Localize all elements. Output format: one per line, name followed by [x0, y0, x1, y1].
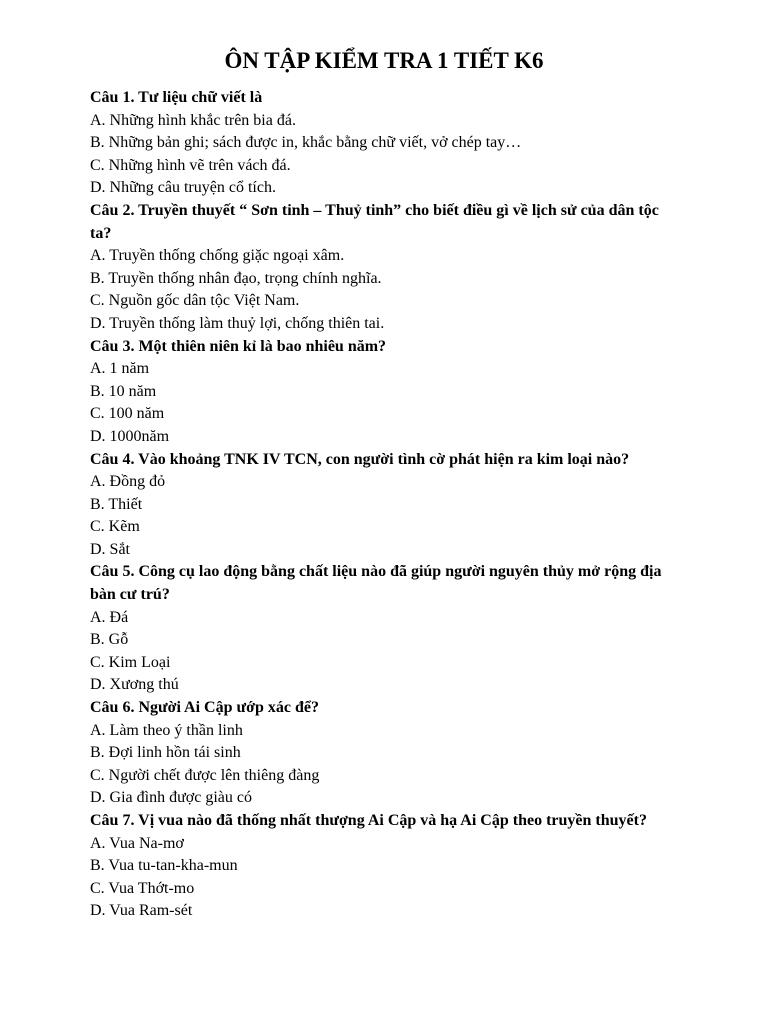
answer-option: D. Truyền thống làm thuỷ lợi, chống thiên tai. [90, 314, 385, 332]
answer-option: C. Nguồn gốc dân tộc Việt Nam. [90, 292, 300, 310]
question-text: Câu 3. Một thiên niên kỉ là bao nhiêu năm? [90, 337, 387, 355]
answer-option: C. 100 năm [90, 405, 165, 423]
question-text: Câu 1. Tư liệu chữ viết là [90, 89, 263, 106]
question-text: Câu 4. Vào khoảng TNK IV TCN, con người tình cờ phát hiện ra kim loại nào? [90, 450, 630, 468]
answer-option: D. Xương thú [90, 676, 179, 694]
answer-option: B. Vua tu-tan-kha-mun [90, 857, 238, 875]
answer-option: A. 1 năm [90, 360, 150, 378]
answer-option: A. Truyền thống chống giặc ngoại xâm. [90, 247, 345, 265]
question-block-5 [90, 561, 680, 697]
question-text: Câu 2. Truyền thuyết “ Sơn tinh – Thuỷ tinh” cho biết điều gì về lịch sử của dân tộc ta? [90, 201, 659, 242]
question-text: Câu 7. Vị vua nào đã thống nhất thượng Ai Cập và hạ Ai Cập theo truyền thuyết? [90, 812, 647, 829]
answer-option: A. Những hình khắc trên bia đá. [90, 111, 296, 129]
question-block-7 [90, 810, 680, 923]
answer-option: C. Vua Thớt-mo [90, 879, 195, 897]
answer-option: B. Truyền thống nhân đạo, trọng chính nghĩa. [90, 269, 382, 287]
answer-option: D. 1000năm [90, 427, 170, 445]
answer-option: C. Kim Loại [90, 653, 171, 671]
question-block-3 [90, 336, 680, 449]
answer-option: A. Đá [90, 608, 129, 626]
answer-option: A. Đồng đỏ [90, 473, 166, 491]
answer-option: D. Sắt [90, 540, 130, 558]
answer-option: C. Người chết được lên thiêng đàng [90, 766, 320, 784]
question-block-1 [90, 87, 680, 200]
answer-option: A. Làm theo ý thần linh [90, 721, 243, 739]
answer-option: D. Gia đình được giàu có [90, 789, 252, 807]
answer-option: B. Thiết [90, 495, 143, 513]
question-text: Câu 5. Công cụ lao động bằng chất liệu nào đã giúp người nguyên thủy mở rộng địa bàn cư trú? [90, 563, 662, 604]
question-block-4 [90, 449, 680, 562]
answer-option: B. Đợi linh hồn tái sinh [90, 744, 241, 762]
question-block-2 [90, 200, 680, 336]
question-block-6 [90, 697, 680, 810]
question-list [90, 87, 680, 923]
answer-option: B. Gỗ [90, 631, 129, 649]
answer-option: B. 10 năm [90, 382, 157, 400]
answer-option: C. Kẽm [90, 518, 140, 536]
answer-option: D. Những câu truyện cổ tích. [90, 179, 276, 197]
answer-option: A. Vua Na-mơ [90, 834, 184, 852]
document-title: ÔN TẬP KIỂM TRA 1 TIẾT K6 [224, 48, 544, 73]
answer-option: B. Những bản ghi; sách được in, khắc bằng chữ viết, vở chép tay… [90, 134, 522, 152]
answer-option: C. Những hình vẽ trên vách đá. [90, 156, 291, 174]
question-text: Câu 6. Người Ai Cập ướp xác để? [90, 699, 319, 717]
answer-option: D. Vua Ram-sét [90, 902, 193, 920]
